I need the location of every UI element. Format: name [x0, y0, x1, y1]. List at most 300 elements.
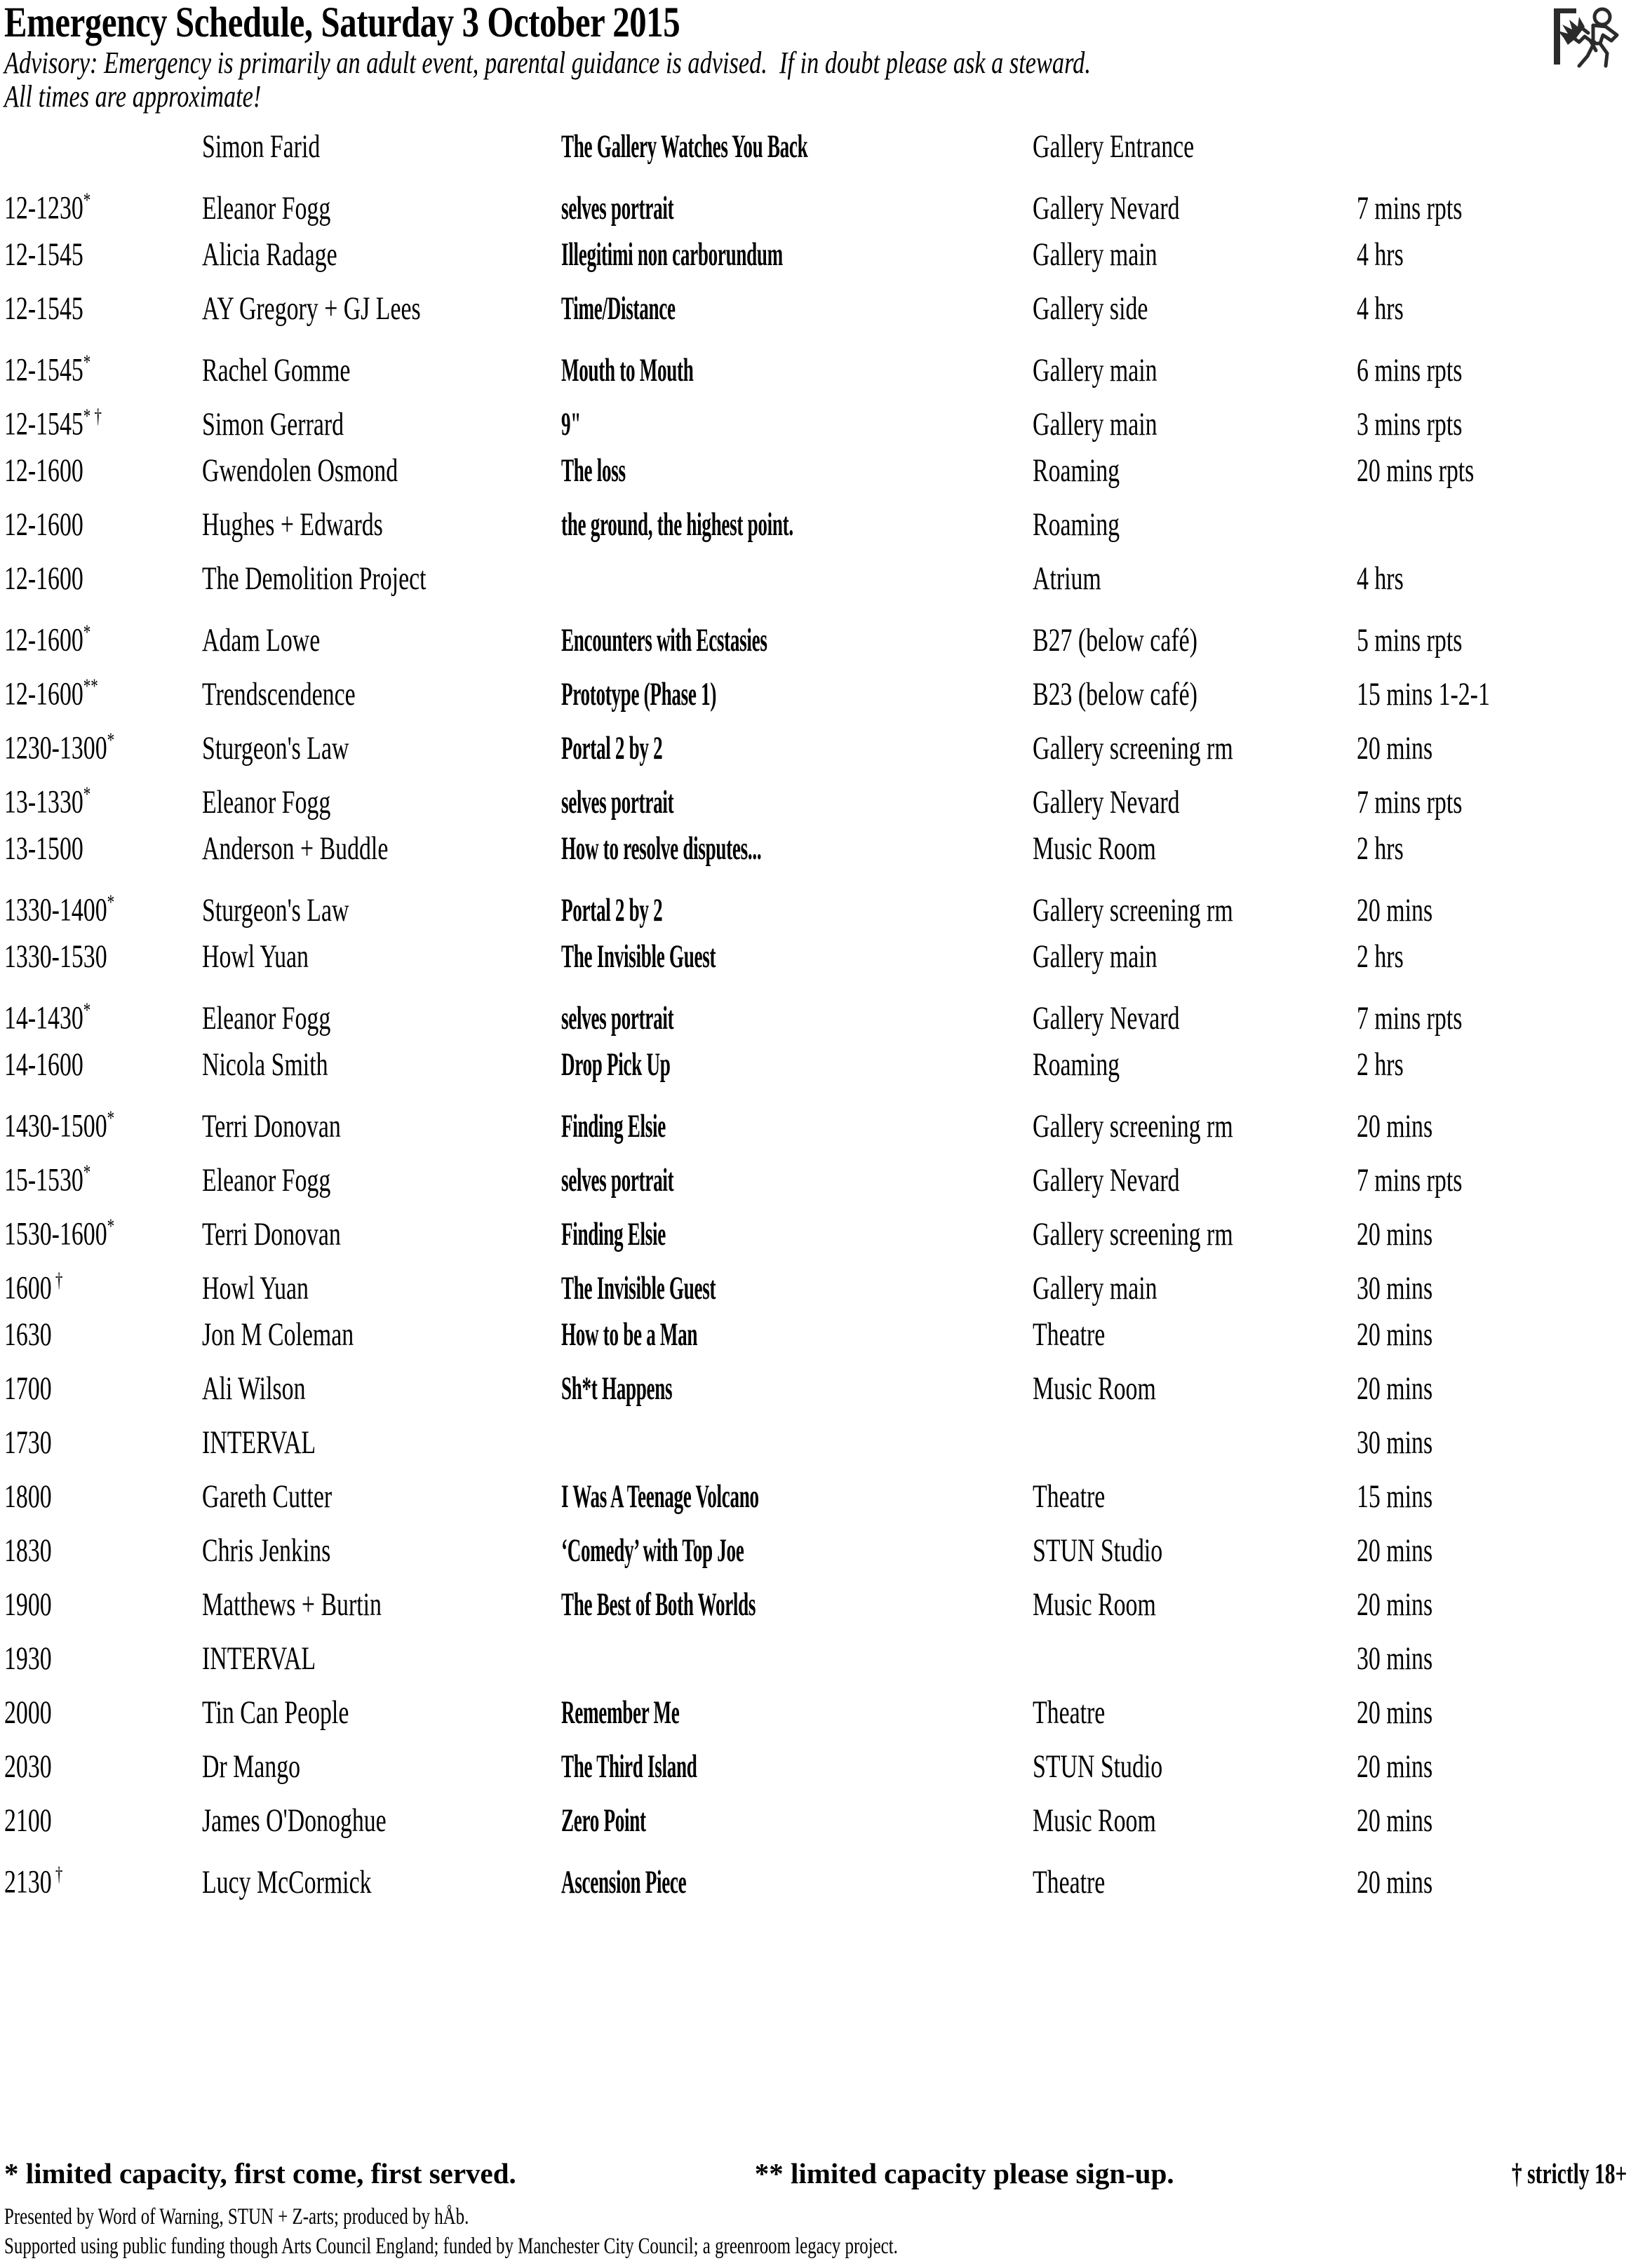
cell-venue-text: Gallery main: [1033, 1269, 1157, 1307]
table-row: [4, 940, 1627, 994]
cell-venue: [1033, 400, 1357, 454]
cell-time: [4, 1318, 202, 1372]
cell-time: [4, 1426, 202, 1480]
table-row: [4, 832, 1627, 886]
cell-title-text: selves portrait: [561, 783, 674, 821]
cell-title: [561, 1588, 939, 1642]
cell-title: [561, 994, 939, 1048]
cell-artist-text: Jon M Coleman: [202, 1316, 354, 1353]
cell-time-text: 1800: [4, 1478, 52, 1515]
cell-artist-text: Hughes + Edwards: [202, 506, 383, 543]
cell-artist-text: INTERVAL: [202, 1424, 316, 1461]
cell-time: [4, 1858, 202, 1912]
cell-title-text: 9": [561, 405, 581, 443]
cell-time: [4, 1156, 202, 1210]
table-row: [4, 1804, 1627, 1858]
cell-artist-text: Ali Wilson: [202, 1370, 306, 1407]
cell-title: [561, 1426, 939, 1480]
cell-title-text: Remember Me: [561, 1694, 680, 1731]
cell-venue-text: Gallery screening rm: [1033, 1215, 1233, 1253]
cell-artist-text: Gwendolen Osmond: [202, 452, 398, 489]
table-row: [4, 1210, 1627, 1264]
cell-title-text: selves portrait: [561, 189, 674, 227]
cell-duration-text: 20 mins: [1357, 1802, 1433, 1839]
cell-duration-text: 3 mins rpts: [1357, 405, 1463, 443]
poster-header: [4, 0, 1627, 114]
cell-time-text: 12-1600: [4, 506, 83, 543]
cell-title: [561, 1264, 939, 1318]
capacity-mark: *: [83, 351, 91, 374]
table-row: [4, 1264, 1627, 1318]
capacity-mark: †: [51, 1269, 63, 1292]
cell-time-text: 12-1545* †: [4, 405, 102, 443]
cell-time: [4, 562, 202, 616]
cell-venue: [1033, 994, 1357, 1048]
cell-time: [4, 724, 202, 778]
cell-title: [561, 778, 939, 832]
cell-venue: [1033, 1264, 1357, 1318]
cell-venue: [1033, 670, 1357, 724]
cell-time-text: 1330-1530: [4, 938, 107, 975]
cell-duration: [1357, 1480, 1627, 1534]
table-row: [4, 778, 1627, 832]
cell-time: [4, 1102, 202, 1156]
cell-duration-text: 20 mins: [1357, 891, 1433, 929]
page-title: Emergency Schedule, Saturday 3 October 2015: [4, 0, 680, 46]
cell-title: [561, 454, 939, 508]
cell-venue: [1033, 832, 1357, 886]
capacity-mark: **: [83, 675, 98, 698]
capacity-mark: * †: [83, 405, 102, 428]
cell-time-text: 12-1600**: [4, 675, 98, 713]
cell-venue-text: Roaming: [1033, 452, 1120, 489]
cell-time: [4, 1480, 202, 1534]
cell-duration-text: 2 hrs: [1357, 938, 1404, 975]
cell-venue: [1033, 940, 1357, 994]
cell-title: [561, 1534, 939, 1588]
cell-duration: [1357, 940, 1627, 994]
cell-title: [561, 1642, 939, 1696]
cell-time: [4, 994, 202, 1048]
cell-duration: [1357, 508, 1627, 562]
cell-duration: [1357, 1210, 1627, 1264]
cell-artist-text: INTERVAL: [202, 1640, 316, 1677]
cell-title-text: Drop Pick Up: [561, 1046, 671, 1083]
cell-artist: [202, 778, 561, 832]
cell-venue-text: Music Room: [1033, 1370, 1156, 1407]
table-row: [4, 292, 1627, 346]
cell-artist: [202, 1480, 561, 1534]
capacity-mark: *: [83, 189, 91, 212]
table-row: [4, 1696, 1627, 1750]
cell-venue-text: Theatre: [1033, 1316, 1106, 1353]
cell-artist-text: Eleanor Fogg: [202, 783, 331, 821]
cell-duration: [1357, 670, 1627, 724]
cell-duration-text: 20 mins: [1357, 1694, 1433, 1731]
cell-title: [561, 238, 939, 292]
cell-venue: [1033, 184, 1357, 238]
cell-duration: [1357, 832, 1627, 886]
table-row: [4, 1156, 1627, 1210]
cell-title: [561, 1480, 939, 1534]
table-row: [4, 346, 1627, 400]
cell-duration-text: 30 mins: [1357, 1640, 1433, 1677]
cell-time-text: 13-1330*: [4, 783, 91, 821]
table-row: [4, 670, 1627, 724]
cell-time: [4, 1264, 202, 1318]
cell-time-text: 1630: [4, 1316, 52, 1353]
cell-artist: [202, 1426, 561, 1480]
cell-artist: [202, 994, 561, 1048]
cell-duration: [1357, 724, 1627, 778]
cell-time: [4, 1696, 202, 1750]
cell-venue-text: Gallery screening rm: [1033, 729, 1233, 767]
cell-title: [561, 1156, 939, 1210]
cell-artist: [202, 832, 561, 886]
cell-title: [561, 508, 939, 562]
table-row: [4, 1750, 1627, 1804]
cell-title-text: Zero Point: [561, 1802, 646, 1839]
cell-title-text: Mouth to Mouth: [561, 351, 694, 389]
table-row: [4, 508, 1627, 562]
cell-title-text: The Gallery Watches You Back: [561, 128, 808, 165]
cell-duration-text: 4 hrs: [1357, 236, 1404, 273]
cell-venue-text: Gallery Nevard: [1033, 1161, 1180, 1199]
emergency-exit-running-man-icon: [1533, 1, 1623, 72]
cell-artist: [202, 562, 561, 616]
cell-duration: [1357, 616, 1627, 670]
table-row: [4, 454, 1627, 508]
cell-time-text: 2030: [4, 1748, 52, 1785]
cell-artist: [202, 1858, 561, 1912]
cell-artist-text: Tin Can People: [202, 1694, 349, 1731]
cell-duration-text: 7 mins rpts: [1357, 999, 1463, 1037]
cell-title: [561, 886, 939, 940]
capacity-mark: *: [83, 783, 91, 806]
cell-title-text: Portal 2 by 2: [561, 729, 663, 767]
cell-artist: [202, 1642, 561, 1696]
table-row: [4, 616, 1627, 670]
cell-time-text: 1430-1500*: [4, 1107, 115, 1145]
cell-time: [4, 1588, 202, 1642]
cell-time: [4, 670, 202, 724]
cell-venue: [1033, 1534, 1357, 1588]
cell-duration-text: 30 mins: [1357, 1424, 1433, 1461]
cell-duration-text: 20 mins: [1357, 1370, 1433, 1407]
cell-venue: [1033, 562, 1357, 616]
cell-duration: [1357, 1102, 1627, 1156]
cell-time-text: 1830: [4, 1532, 52, 1569]
cell-artist-text: Sturgeon's Law: [202, 729, 349, 767]
cell-time: [4, 1750, 202, 1804]
cell-artist-text: Howl Yuan: [202, 1269, 309, 1307]
cell-venue: [1033, 1156, 1357, 1210]
cell-venue-text: Gallery Nevard: [1033, 999, 1180, 1037]
cell-duration: [1357, 1318, 1627, 1372]
cell-time-text: 12-1230*: [4, 189, 91, 227]
cell-title: [561, 292, 939, 346]
cell-title-text: I Was A Teenage Volcano: [561, 1478, 759, 1515]
cell-time-text: 15-1530*: [4, 1161, 91, 1199]
cell-artist: [202, 670, 561, 724]
credit-line-1: Presented by Word of Warning, STUN + Z-arts; produced by hÅb.: [4, 2204, 469, 2229]
cell-artist: [202, 940, 561, 994]
cell-time-text: 2130 †: [4, 1863, 63, 1901]
cell-venue: [1033, 1102, 1357, 1156]
cell-artist: [202, 616, 561, 670]
cell-artist-text: Trendscendence: [202, 675, 356, 713]
cell-duration-text: 7 mins rpts: [1357, 783, 1463, 821]
cell-artist: [202, 130, 561, 184]
cell-time-text: 12-1545: [4, 236, 83, 273]
cell-artist-text: Sturgeon's Law: [202, 891, 349, 929]
cell-artist-text: Chris Jenkins: [202, 1532, 331, 1569]
cell-artist-text: Rachel Gomme: [202, 351, 351, 389]
cell-venue-text: Theatre: [1033, 1863, 1106, 1901]
cell-artist: [202, 1048, 561, 1102]
cell-artist-text: Gareth Cutter: [202, 1478, 333, 1515]
cell-duration-text: 5 mins rpts: [1357, 621, 1463, 659]
cell-venue: [1033, 616, 1357, 670]
cell-venue: [1033, 886, 1357, 940]
cell-time: [4, 400, 202, 454]
cell-venue: [1033, 346, 1357, 400]
cell-time-text: 1330-1400*: [4, 891, 115, 929]
table-row: [4, 1480, 1627, 1534]
cell-time-text: 12-1600*: [4, 621, 91, 659]
cell-venue: [1033, 1696, 1357, 1750]
cell-duration: [1357, 130, 1627, 184]
cell-artist-text: Anderson + Buddle: [202, 830, 389, 867]
cell-artist: [202, 1210, 561, 1264]
cell-venue: [1033, 1372, 1357, 1426]
capacity-mark: *: [107, 891, 115, 914]
cell-venue: [1033, 1858, 1357, 1912]
cell-duration-text: 20 mins: [1357, 1532, 1433, 1569]
cell-time-text: 12-1600: [4, 452, 83, 489]
cell-venue: [1033, 724, 1357, 778]
cell-artist-text: Eleanor Fogg: [202, 999, 331, 1037]
table-row: [4, 562, 1627, 616]
cell-duration-text: 15 mins 1-2-1: [1357, 675, 1490, 713]
cell-time: [4, 1210, 202, 1264]
cell-venue-text: Gallery main: [1033, 938, 1157, 975]
cell-time: [4, 940, 202, 994]
cell-time-text: 1700: [4, 1370, 52, 1407]
cell-time: [4, 184, 202, 238]
capacity-mark: *: [107, 1107, 115, 1130]
cell-artist: [202, 1534, 561, 1588]
cell-artist-text: Simon Farid: [202, 128, 321, 165]
cell-duration-text: 20 mins: [1357, 1748, 1433, 1785]
schedule-table: [4, 130, 1627, 1912]
cell-artist: [202, 1102, 561, 1156]
poster-footer: [4, 2157, 1627, 2261]
capacity-mark: *: [107, 1215, 115, 1238]
table-row: [4, 1588, 1627, 1642]
cell-time: [4, 778, 202, 832]
cell-title-text: Ascension Piece: [561, 1863, 687, 1901]
cell-duration: [1357, 886, 1627, 940]
footnotes: [4, 2157, 1627, 2189]
cell-venue: [1033, 778, 1357, 832]
cell-time: [4, 130, 202, 184]
cell-duration-text: 6 mins rpts: [1357, 351, 1463, 389]
cell-artist: [202, 1750, 561, 1804]
cell-time-text: 14-1430*: [4, 999, 91, 1037]
cell-title: [561, 400, 939, 454]
advisory-line-2: All times are approximate!: [4, 79, 262, 114]
table-row: [4, 1318, 1627, 1372]
cell-artist: [202, 1696, 561, 1750]
cell-duration: [1357, 1588, 1627, 1642]
cell-time: [4, 1642, 202, 1696]
cell-artist: [202, 454, 561, 508]
table-row: [4, 130, 1627, 184]
capacity-mark: *: [83, 621, 91, 644]
cell-duration-text: 15 mins: [1357, 1478, 1433, 1515]
table-row: [4, 724, 1627, 778]
cell-artist-text: Lucy McCormick: [202, 1863, 372, 1901]
cell-time: [4, 346, 202, 400]
table-row: [4, 994, 1627, 1048]
cell-time-text: 1230-1300*: [4, 729, 115, 767]
cell-time-text: 1530-1600*: [4, 1215, 115, 1253]
cell-title-text: Encounters with Ecstasies: [561, 621, 767, 659]
cell-duration: [1357, 1696, 1627, 1750]
cell-venue-text: Gallery main: [1033, 351, 1157, 389]
cell-duration-text: 20 mins: [1357, 729, 1433, 767]
table-row: [4, 1048, 1627, 1102]
cell-title-text: How to be a Man: [561, 1316, 698, 1353]
cell-duration: [1357, 292, 1627, 346]
cell-venue-text: Gallery side: [1033, 290, 1148, 327]
cell-title: [561, 346, 939, 400]
cell-duration-text: 7 mins rpts: [1357, 1161, 1463, 1199]
cell-duration-text: 2 hrs: [1357, 1046, 1404, 1083]
cell-title-text: selves portrait: [561, 999, 674, 1037]
cell-title: [561, 184, 939, 238]
cell-duration: [1357, 1426, 1627, 1480]
cell-title: [561, 562, 939, 616]
cell-time: [4, 238, 202, 292]
cell-title: [561, 670, 939, 724]
cell-duration: [1357, 1858, 1627, 1912]
footnote-dagger: † strictly 18+: [1511, 2157, 1627, 2189]
credits: [4, 2202, 1627, 2261]
cell-title-text: Illegitimi non carborundum: [561, 236, 783, 273]
cell-venue: [1033, 1426, 1357, 1480]
cell-venue-text: Theatre: [1033, 1478, 1106, 1515]
capacity-mark: *: [83, 1161, 91, 1184]
cell-artist: [202, 1318, 561, 1372]
cell-title: [561, 1210, 939, 1264]
cell-duration-text: 7 mins rpts: [1357, 189, 1463, 227]
cell-venue: [1033, 1048, 1357, 1102]
cell-venue-text: Gallery screening rm: [1033, 1107, 1233, 1145]
cell-time-text: 1730: [4, 1424, 52, 1461]
cell-title-text: The Best of Both Worlds: [561, 1586, 756, 1623]
cell-time-text: 2100: [4, 1802, 52, 1839]
cell-venue-text: STUN Studio: [1033, 1532, 1163, 1569]
cell-venue: [1033, 292, 1357, 346]
cell-duration: [1357, 1534, 1627, 1588]
cell-duration-text: 20 mins: [1357, 1316, 1433, 1353]
cell-venue-text: B23 (below café): [1033, 675, 1197, 713]
table-row: [4, 886, 1627, 940]
cell-artist-text: Howl Yuan: [202, 938, 309, 975]
cell-duration: [1357, 1804, 1627, 1858]
cell-venue-text: Gallery main: [1033, 405, 1157, 443]
cell-title-text: Finding Elsie: [561, 1215, 666, 1253]
cell-title-text: ‘Comedy’ with Top Joe: [561, 1532, 744, 1569]
table-row: [4, 400, 1627, 454]
cell-title: [561, 130, 939, 184]
cell-title: [561, 832, 939, 886]
cell-title-text: selves portrait: [561, 1161, 674, 1199]
capacity-mark: *: [83, 999, 91, 1022]
cell-artist: [202, 346, 561, 400]
cell-title: [561, 1750, 939, 1804]
cell-artist: [202, 400, 561, 454]
cell-artist-text: Nicola Smith: [202, 1046, 328, 1083]
table-row: [4, 238, 1627, 292]
cell-title: [561, 1696, 939, 1750]
cell-artist-text: James O'Donoghue: [202, 1802, 387, 1839]
cell-duration-text: 20 mins rpts: [1357, 452, 1475, 489]
cell-duration: [1357, 778, 1627, 832]
cell-duration-text: 4 hrs: [1357, 290, 1404, 327]
cell-title-text: Portal 2 by 2: [561, 891, 663, 929]
cell-venue: [1033, 130, 1357, 184]
cell-duration-text: 2 hrs: [1357, 830, 1404, 867]
cell-venue-text: Roaming: [1033, 1046, 1120, 1083]
cell-venue-text: Gallery Nevard: [1033, 783, 1180, 821]
cell-time-text: 1930: [4, 1640, 52, 1677]
cell-venue-text: B27 (below café): [1033, 621, 1197, 659]
advisory-text: [4, 46, 1624, 114]
cell-title-text: How to resolve disputes...: [561, 830, 762, 867]
footnote-double-star: ** limited capacity please sign-up.: [754, 2157, 1174, 2189]
cell-duration: [1357, 1372, 1627, 1426]
cell-time: [4, 886, 202, 940]
cell-time-text: 1900: [4, 1586, 52, 1623]
cell-time: [4, 616, 202, 670]
cell-duration: [1357, 184, 1627, 238]
cell-title: [561, 1804, 939, 1858]
table-row: [4, 1642, 1627, 1696]
cell-artist: [202, 724, 561, 778]
cell-artist: [202, 1588, 561, 1642]
cell-duration-text: 20 mins: [1357, 1863, 1433, 1901]
cell-duration: [1357, 562, 1627, 616]
credit-line-2: Supported using public funding though Arts Council England; funded by Manchester City Council; a greenroom legacy project.: [4, 2234, 898, 2259]
cell-artist: [202, 508, 561, 562]
cell-title: [561, 724, 939, 778]
cell-title-text: the ground, the highest point.: [561, 506, 793, 543]
cell-duration: [1357, 994, 1627, 1048]
cell-artist-text: AY Gregory + GJ Lees: [202, 290, 421, 327]
cell-time-text: 12-1545*: [4, 351, 91, 389]
cell-duration: [1357, 346, 1627, 400]
cell-time-text: 13-1500: [4, 830, 83, 867]
cell-duration: [1357, 400, 1627, 454]
cell-title: [561, 940, 939, 994]
cell-venue-text: Atrium: [1033, 560, 1101, 597]
cell-artist: [202, 886, 561, 940]
cell-time: [4, 454, 202, 508]
table-row: [4, 184, 1627, 238]
